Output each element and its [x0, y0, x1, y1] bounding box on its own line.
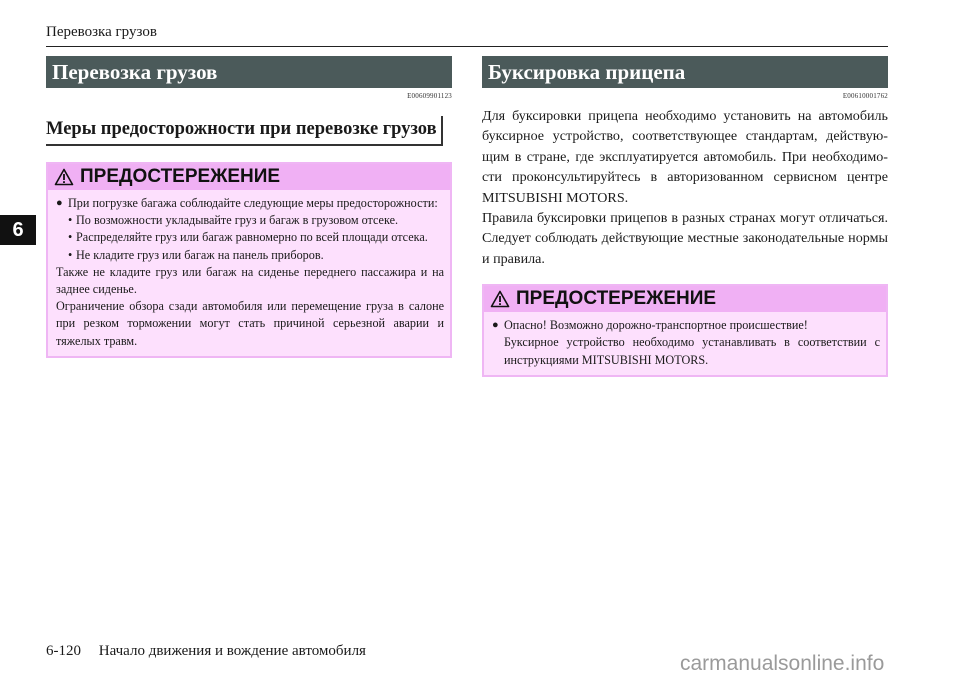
warning-box [482, 284, 888, 377]
watermark: carmanualsonline.info [680, 652, 885, 675]
subheading-precautions: Меры предосторожности при перевозке грузов [46, 116, 443, 146]
paragraph: Для буксировки прицепа необходимо установить на автомобиль буксирное устройство, соответствующее стандартам, действующим в стране, где эксплуатируется автомобиль. При необходимости проконсультируйтесь в авторизованном сервисном центре MITSUBISHI MOTORS. [482, 108, 888, 206]
sub-bullet-icon: • [68, 230, 73, 245]
warning-extra: Также не кладите груз или багаж на сиденье переднего пассажира и на заднее сиденье. [56, 264, 444, 297]
warning-triangle-icon [490, 290, 510, 308]
warning-extra: Буксирное устройство необходимо устанавливать в соответствии с инструкциями MITSUBISHI MOTORS. [504, 335, 880, 367]
warning-header [484, 286, 886, 312]
doc-code: E00610001762 [842, 92, 888, 100]
warning-extra: Ограничение обзора сзади автомобиля или перемещение груза в салоне при резком торможении могут стать причиной серьезной аварии и тяжелых травм. [56, 299, 444, 348]
bullet-dot-icon: ● [492, 319, 499, 332]
page-footer [46, 643, 366, 660]
running-header-title: Перевозка грузов [46, 24, 157, 40]
warning-item: По возможности укладывайте груз и багаж в грузовом отсеке. [76, 213, 399, 228]
sub-bullet-icon: • [68, 213, 73, 228]
warning-body [48, 190, 450, 356]
warning-bullet: При погрузке багажа соблюдайте следующие меры предосторожности: [68, 196, 438, 210]
section-title-towing: Буксировка прицепа [482, 56, 888, 88]
doc-code: E00609901123 [407, 92, 452, 100]
warning-item: Распределяйте груз или багаж равномерно по всей площади отсека. [76, 230, 428, 245]
section-title-cargo: Перевозка грузов [46, 56, 452, 88]
warning-title: ПРЕДОСТЕРЕЖЕНИЕ [516, 288, 717, 310]
right-column [482, 56, 888, 377]
header-rule [46, 46, 888, 47]
paragraph: Правила буксировки прицепов в разных странах могут отличаться. Следует соблюдать действующие местные законодательные нормы и правила. [482, 210, 888, 267]
warning-triangle-icon [54, 168, 74, 186]
page-number: 6-120 [46, 643, 81, 659]
warning-body [484, 312, 886, 375]
chapter-tab: 6 [0, 215, 36, 245]
warning-title: ПРЕДОСТЕРЕЖЕНИЕ [80, 166, 281, 187]
warning-header [48, 164, 450, 190]
body-text [482, 106, 888, 269]
warning-bullet: Опасно! Возможно дорожно-транспортное происшествие! [504, 318, 808, 333]
left-column [46, 56, 452, 358]
warning-item: Не кладите груз или багаж на панель приборов. [76, 247, 324, 262]
warning-box [46, 162, 452, 358]
footer-chapter-title: Начало движения и вождение автомобиля [98, 643, 366, 659]
sub-bullet-icon: • [68, 247, 73, 262]
bullet-dot-icon: ● [56, 197, 63, 209]
